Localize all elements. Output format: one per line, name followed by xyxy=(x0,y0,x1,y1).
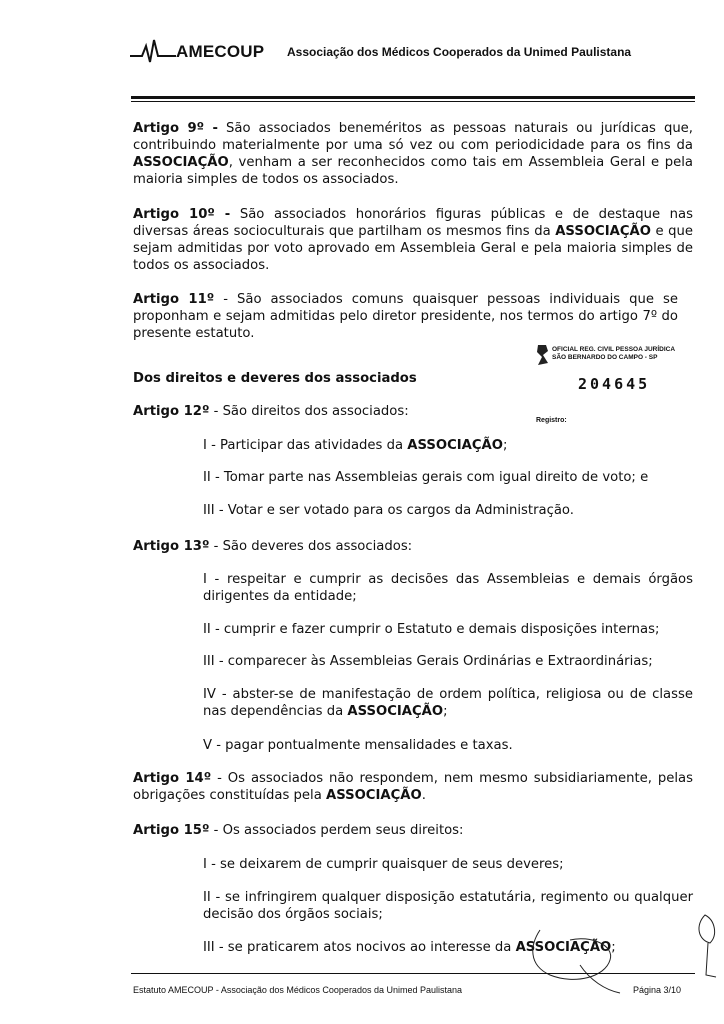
article-label: Artigo 9º - xyxy=(133,121,218,136)
registry-seal-icon xyxy=(534,343,552,367)
header-rule xyxy=(131,96,695,99)
article-label: Artigo 13º xyxy=(133,539,210,554)
signature-icon xyxy=(520,905,720,1000)
list-item: IV - abster-se de manifestação de ordem política, religiosa ou de classe nas dependências da ASSOCIAÇÃO; xyxy=(203,687,693,719)
page-number: Página 3/10 xyxy=(633,985,682,995)
stamp-number: 204645 xyxy=(578,375,651,393)
article-11: Artigo 11º - São associados comuns quaisquer pessoas individuais que se proponham e sejam admitidas pelo diretor presidente, nos termos do artigo 7º do presente estatuto. xyxy=(133,292,678,341)
article-12: Artigo 12º - São direitos dos associados: xyxy=(133,404,409,419)
article-label: Artigo 14º xyxy=(133,771,212,786)
list-item: I - respeitar e cumprir as decisões das Assembleias e demais órgãos dirigentes da entidade; xyxy=(203,572,693,604)
article-label: Artigo 15º xyxy=(133,823,210,838)
list-item: II - se infringirem qualquer disposição estatutária, regimento ou qualquer decisão dos órgãos sociais; xyxy=(203,890,693,922)
article-9: Artigo 9º - São associados beneméritos as pessoas naturais ou jurídicas que, contribuindo materialmente por uma só vez ou com periodicidade para os fins da ASSOCIAÇÃO, venham a ser reconhecidos como tais em Assembleia Geral e pela maioria simples de todos os associados. xyxy=(133,121,693,187)
header-rule-thin xyxy=(131,101,695,102)
stamp-city: SÃO BERNARDO DO CAMPO - SP xyxy=(552,354,658,361)
list-item: I - se deixarem de cumprir quaisquer de seus deveres; xyxy=(203,857,564,872)
article-15: Artigo 15º - Os associados perdem seus direitos: xyxy=(133,823,464,838)
section-title: Dos direitos e deveres dos associados xyxy=(133,371,417,386)
footer-title: Estatuto AMECOUP - Associação dos Médicos Cooperados da Unimed Paulistana xyxy=(133,985,463,995)
organization-name: Associação dos Médicos Cooperados da Unimed Paulistana xyxy=(287,45,632,59)
stamp-office: OFICIAL REG. CIVIL PESSOA JURÍDICA xyxy=(552,346,676,353)
list-item: III - Votar e ser votado para os cargos da Administração. xyxy=(203,503,574,518)
stamp-registro-label: Registro: xyxy=(536,417,567,424)
brand-name: AMECOUP xyxy=(176,42,265,61)
header xyxy=(130,36,700,66)
list-item: II - Tomar parte nas Assembleias gerais com igual direito de voto; e xyxy=(203,470,649,485)
article-label: Artigo 10º - xyxy=(133,207,231,222)
list-item: I - Participar das atividades da ASSOCIAÇÃO; xyxy=(203,438,508,453)
article-label: Artigo 11º xyxy=(133,292,215,307)
article-14: Artigo 14º - Os associados não respondem, nem mesmo subsidiariamente, pelas obrigações constituídas pela ASSOCIAÇÃO. xyxy=(133,771,694,803)
list-item: III - se praticarem atos nocivos ao interesse da ASSOCIAÇÃO; xyxy=(203,940,616,955)
footer-rule xyxy=(131,973,695,974)
article-label: Artigo 12º xyxy=(133,404,210,419)
list-item: V - pagar pontualmente mensalidades e taxas. xyxy=(203,738,513,753)
heartbeat-logo-icon xyxy=(130,38,176,64)
list-item: III - comparecer às Assembleias Gerais Ordinárias e Extraordinárias; xyxy=(203,654,653,669)
article-13: Artigo 13º - São deveres dos associados: xyxy=(133,539,413,554)
article-10: Artigo 10º - São associados honorários figuras públicas e de destaque nas diversas áreas socioculturais que partilham os mesmos fins da ASSOCIAÇÃO e que sejam admitidas por voto aprovado em Assembleia Geral e pela maioria simples de todos os associados. xyxy=(133,207,693,273)
list-item: II - cumprir e fazer cumprir o Estatuto e demais disposições internas; xyxy=(203,622,660,637)
